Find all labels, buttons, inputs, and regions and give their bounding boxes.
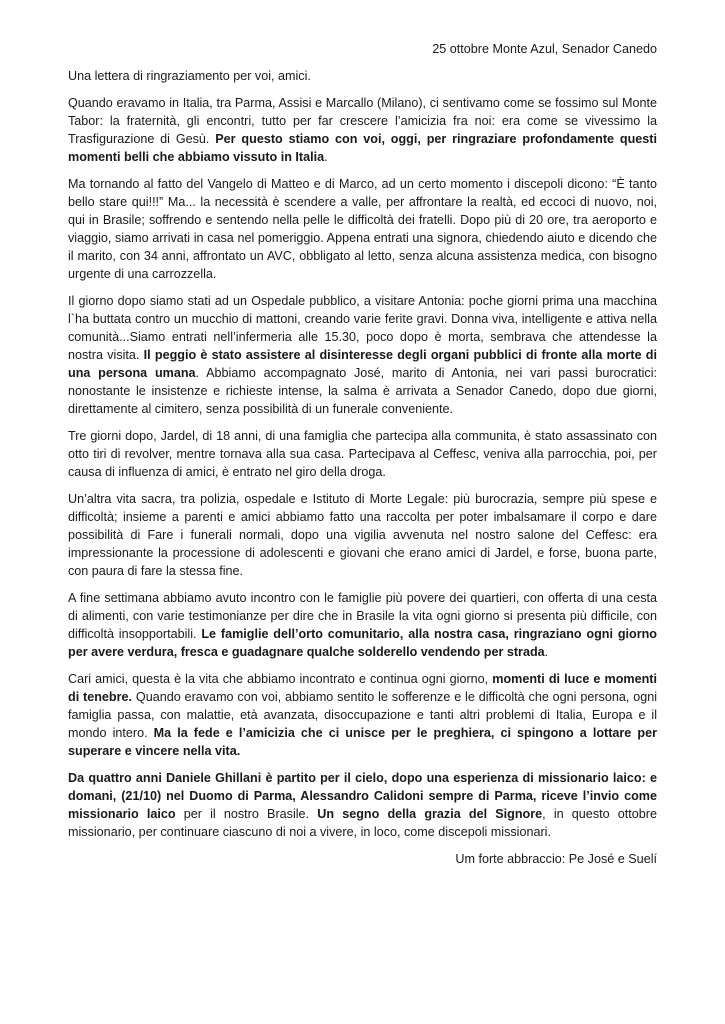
paragraph (68, 175, 657, 283)
paragraph-text: , in questo ottobre missionario, per continuare ciascuno di noi a vivere, in loco, come discepoli missionari. (68, 807, 657, 839)
paragraph-text: Ma tornando al fatto del Vangelo di Matteo e di Marco, ad un certo momento i discepoli dicono: “È tanto bello stare qui!!!” Ma... la necessità è scendere a valle, per affrontare la realtà, ed eccoci di nuovo, noi, qui in Brasile; soffrendo e sentendo nella pelle le difficoltà dei fratelli. Dopo più di 20 ore, tra aeroporto e viaggio, siamo arrivati in casa nel pomeriggio. Appena entrati una signora, chiedendo aiuto e dicendo che il marito, con 34 anni, affrontato un AVC, obbligato al letto, senza alcuna assistenza medica, con bisogno urgente di una carrozzella. (68, 177, 657, 281)
bold-text: Un segno della grazia del Signore (317, 807, 543, 821)
paragraph-text: . (324, 150, 328, 164)
paragraph (68, 490, 657, 580)
paragraph (68, 94, 657, 166)
paragraph-text: Cari amici, questa è la vita che abbiamo incontrato e continua ogni giorno, (68, 672, 493, 686)
paragraph (68, 769, 657, 841)
bold-text: Da quattro anni Daniele Ghillani è partito per il cielo, dopo una esperienza di missionario laico: e domani, (21/10) nel Duomo di Parma, Alessandro Calidoni sempre di Parma, riceve l’invio come missionario laico (68, 771, 657, 821)
paragraph-text: Quando eravamo in Italia, tra Parma, Assisi e Marcallo (Milano), ci sentivamo come se fossimo sul Monte Tabor: la fraternità, gli encontri, tutto per far crescere l’amicizia fra noi: era come se vivessimo la Trasfigurazione di Gesù. (68, 96, 657, 146)
bold-text: Le famiglie dell’orto comunitario, alla nostra casa, ringraziano ogni giorno per avere verdura, fresca e guadagnare qualche solderello vendendo per strada (68, 627, 657, 659)
paragraph-text: Tre giorni dopo, Jardel, di 18 anni, di una famiglia che partecipa alla communita, è stato assassinato con otto tiri di revolver, mentre tornava alla sua casa. Partecipava al Ceffesc, veniva alla parrocchia, poi, per causa di influenza di amici, è entrato nel giro della droga. (68, 429, 657, 479)
paragraph (68, 292, 657, 418)
letter-body (68, 94, 657, 841)
paragraph-text: per il nostro Brasile. (175, 807, 318, 821)
closing-signature: Um forte abbraccio: Pe José e Suelí (455, 852, 657, 866)
bold-text: Per questo stiamo con voi, oggi, per ringraziare profondamente questi momenti belli che abbiamo vissuto in Italia (68, 132, 657, 164)
paragraph-text: Un’altra vita sacra, tra polizia, ospedale e Istituto di Morte Legale: più burocrazia, sempre più spese e difficoltà; insieme a parenti e amici abbiamo fatto una raccolta per poter imbalsamare il corpo e dare possibilità di Fare i funerali normali, dopo una vigilia avvenuta nel nostro salone del Ceffesc: era impressionante la processione di adolescenti e giovani che erano amici di Jardel, e forse, buona parte, con paura di fare la stessa fine. (68, 492, 657, 578)
paragraph-text: . (544, 645, 549, 659)
paragraph (68, 427, 657, 481)
letter-intro: Una lettera di ringraziamento per voi, amici. (68, 69, 311, 83)
paragraph-text: Quando eravamo con voi, abbiamo sentito le sofferenze e le difficoltà che ogni persona, ogni famiglia passa, con malattie, età avanzata, disoccupazione e tanti altri problemi di Italia, Europa e il mondo intero. (68, 690, 657, 740)
paragraph-text: A fine settimana abbiamo avuto incontro con le famiglie più povere dei quartieri, con offerta di una cesta di alimenti, con varie testimonianze per dire che in Brasile la vita ogni giorno si presenta più difficile, con difficoltà insopportabili. (68, 591, 657, 641)
paragraph-text: . Abbiamo accompagnato José, marito di Antonia, nei vari passi burocratici: nonostante le insistenze e richieste intense, la salma è arrivata a Senador Canedo, dopo due giorni, direttamente al cimitero, senza possibilità di un funerale conveniente. (68, 366, 657, 416)
bold-text: momenti di luce e momenti di tenebre. (68, 672, 657, 704)
paragraph (68, 670, 657, 760)
bold-text: Il peggio è stato assistere al disinteresse degli organi pubblici di fronte alla morte di una persona umana (68, 348, 657, 380)
paragraph-text: Il giorno dopo siamo stati ad un Ospedale pubblico, a visitare Antonia: poche giorni prima una macchina l`ha buttata contro un mucchio di mattoni, creando varie ferite gravi. Donna viva, intelligente e attiva nella comunità...Siamo entrati nell’infermeria alle 15.30, poco dopo è morta, sembrava che attendesse la nostra visita. (68, 294, 657, 362)
bold-text: Ma la fede e l’amicizia che ci unisce per le preghiera, ci spingono a lottare per superare e vincere nella vita. (68, 726, 657, 758)
date-place-line: 25 ottobre Monte Azul, Senador Canedo (432, 42, 657, 56)
paragraph (68, 589, 657, 661)
